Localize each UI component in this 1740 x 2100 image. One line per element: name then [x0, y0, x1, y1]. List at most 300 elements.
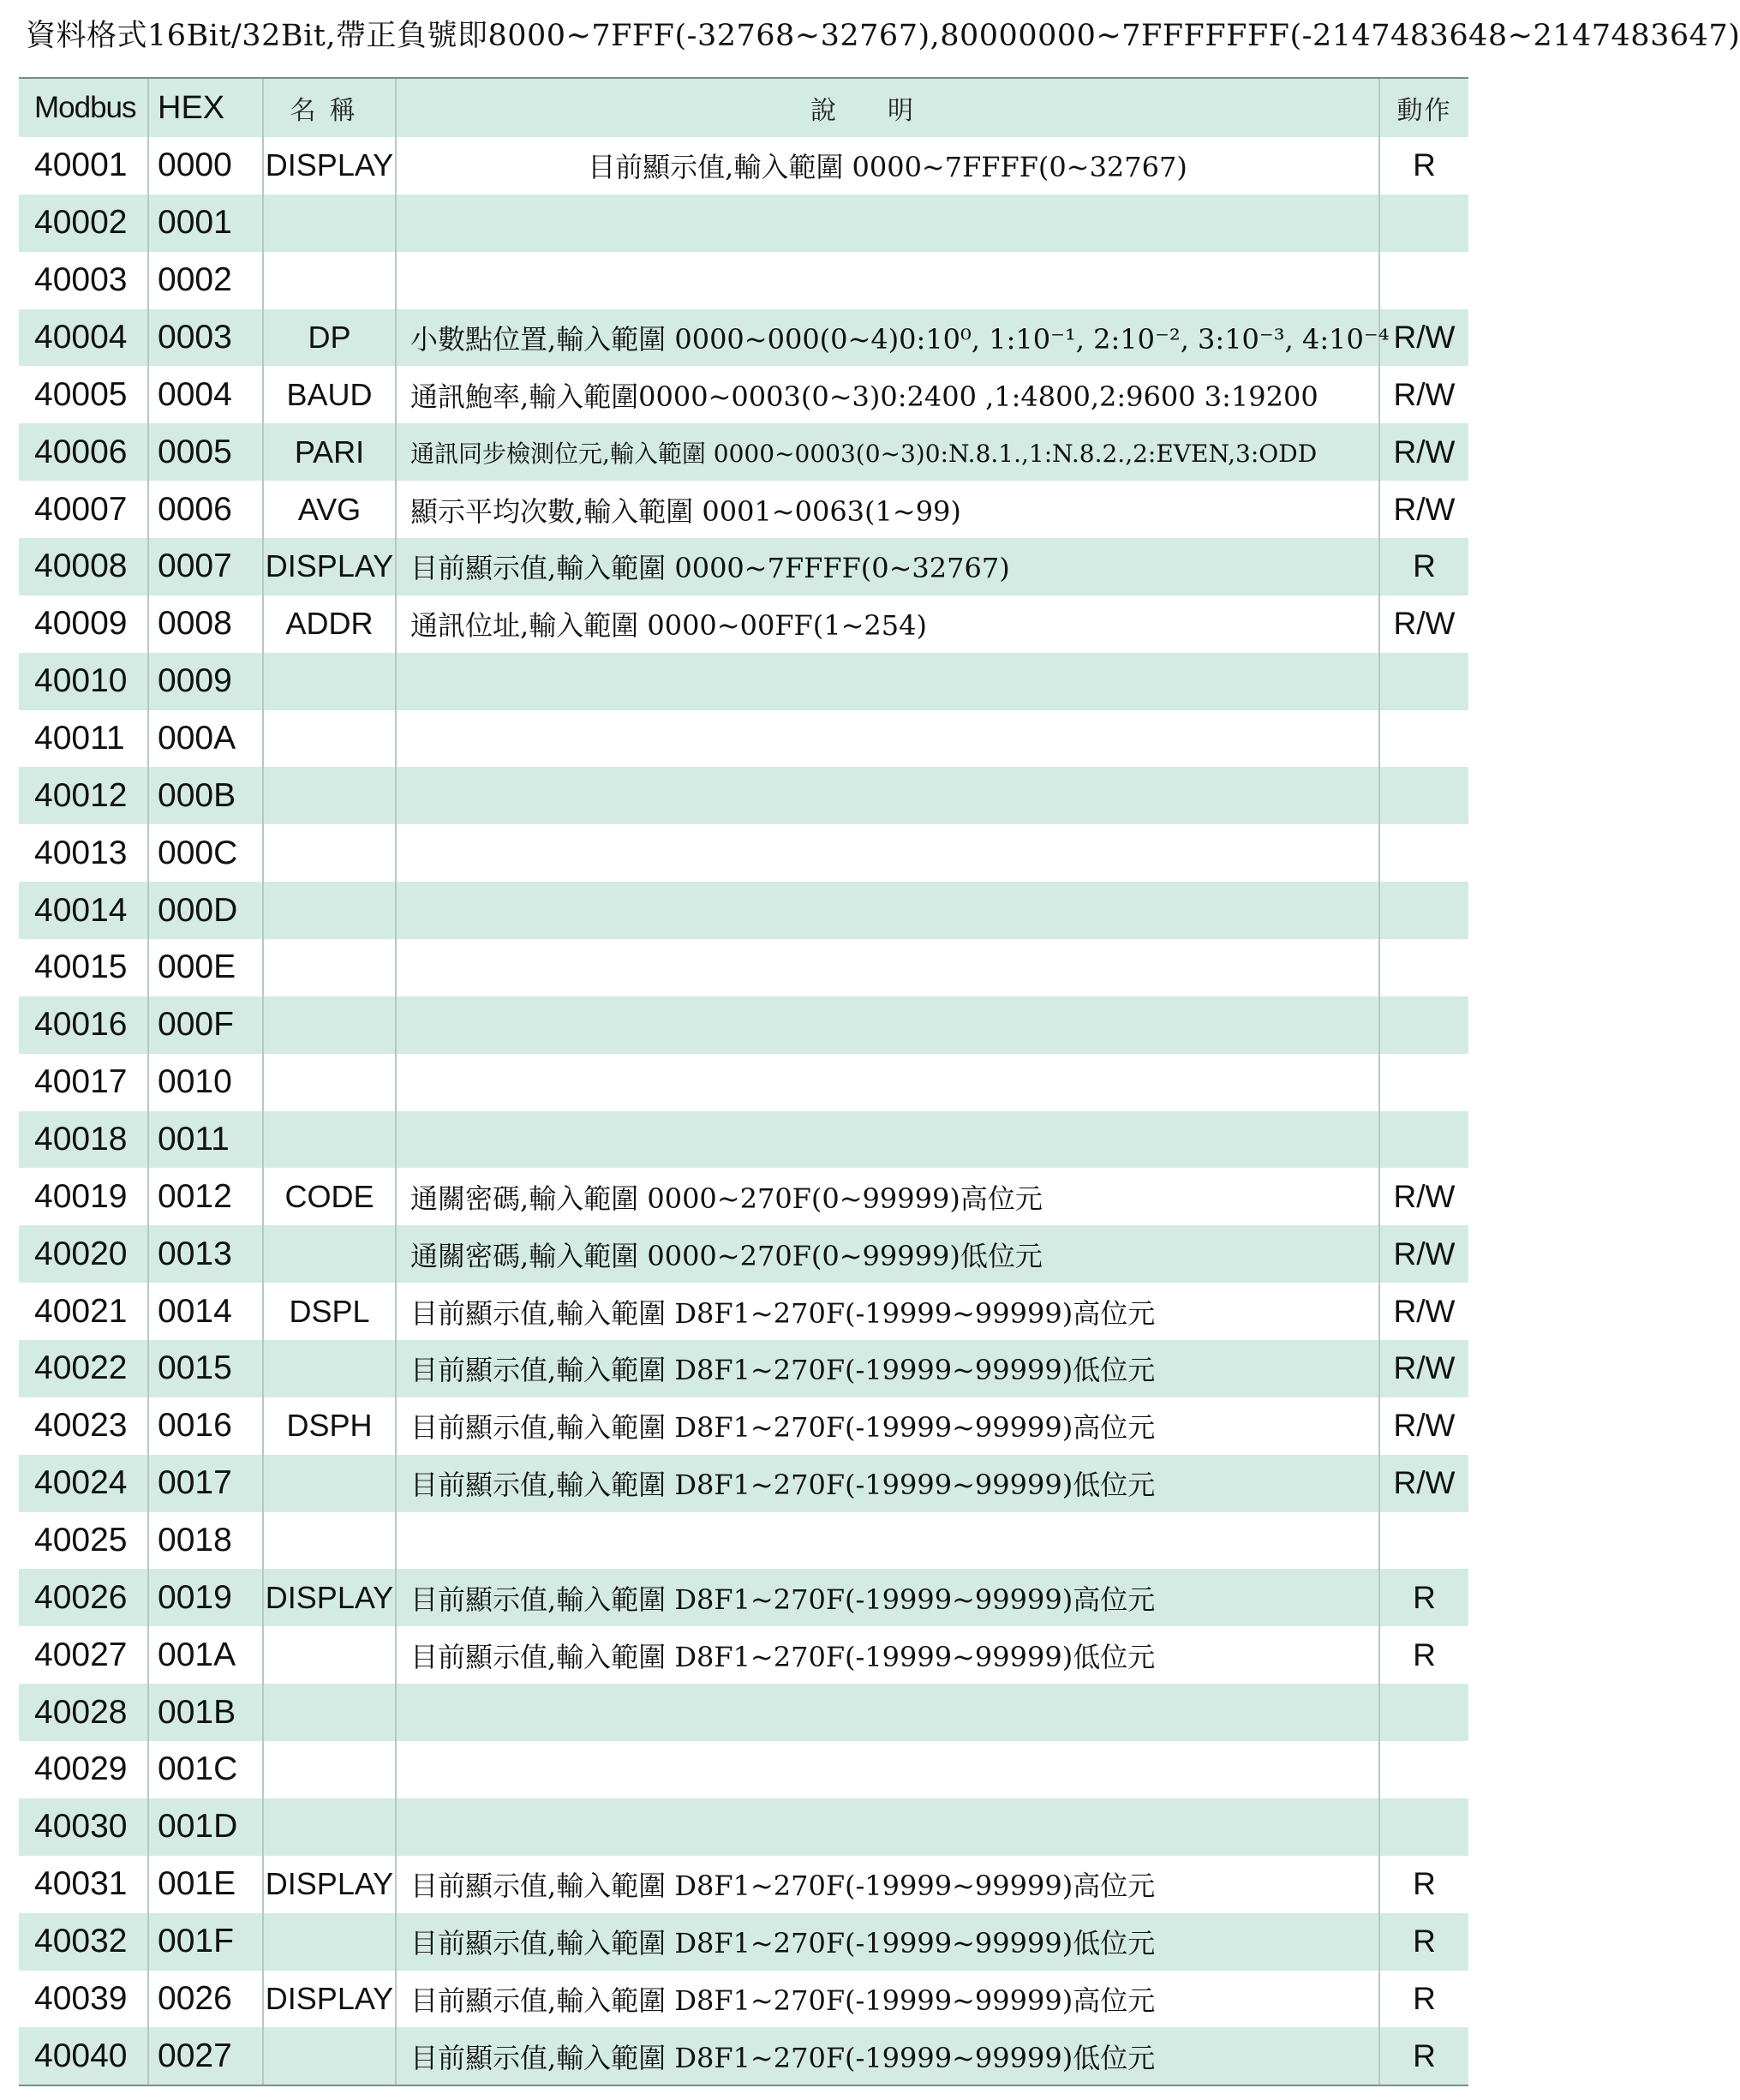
hex-address: 0027 — [158, 2037, 232, 2074]
register-action-cell — [1380, 882, 1468, 939]
modbus-address-cell — [19, 2027, 149, 2085]
modbus-address: 40029 — [34, 1750, 128, 1788]
table-row — [19, 1397, 1468, 1455]
register-name: DISPLAY — [265, 1866, 394, 1902]
register-action-cell — [1380, 252, 1468, 309]
register-action-cell — [1380, 1741, 1468, 1798]
modbus-address-cell — [19, 1798, 149, 1856]
register-name: ADDR — [285, 606, 374, 642]
register-description: 目前顯示值,輸入範圍 0000~7FFFF(0~32767) — [588, 151, 1187, 184]
register-name-cell — [264, 1455, 397, 1512]
register-description-cell — [397, 824, 1380, 882]
modbus-address-cell — [19, 1569, 149, 1626]
register-name: BAUD — [286, 376, 373, 412]
register-description-cell — [397, 1168, 1380, 1225]
register-description: 目前顯示值,輸入範圍 D8F1~270F(-19999~99999)高位元 — [410, 1582, 1156, 1616]
register-description-cell — [397, 423, 1380, 481]
hex-address-cell — [149, 481, 264, 538]
header-action-label: 動作 — [1396, 96, 1452, 126]
modbus-address-cell — [19, 137, 149, 194]
table-row — [19, 595, 1468, 653]
register-action: R/W — [1393, 320, 1456, 355]
modbus-address: 40022 — [34, 1349, 128, 1387]
register-action-cell — [1380, 1340, 1468, 1397]
register-name-cell — [264, 1225, 397, 1283]
register-action: R — [1413, 548, 1436, 584]
register-action-cell — [1380, 423, 1468, 481]
hex-address-cell — [149, 939, 264, 996]
hex-address: 000B — [158, 776, 236, 814]
modbus-address-cell — [19, 1741, 149, 1798]
register-action-cell — [1380, 595, 1468, 653]
register-description-cell — [397, 939, 1380, 996]
register-name-cell — [264, 1054, 397, 1111]
register-action-cell — [1380, 481, 1468, 538]
table-row — [19, 1340, 1468, 1397]
hex-address: 000A — [158, 720, 236, 757]
register-description-cell — [397, 653, 1380, 710]
modbus-address: 40013 — [34, 834, 128, 871]
modbus-address-cell — [19, 1626, 149, 1684]
register-action-cell — [1380, 1684, 1468, 1741]
modbus-address: 40017 — [34, 1063, 128, 1101]
column-header-modbus — [19, 79, 149, 137]
register-description-cell — [397, 1684, 1380, 1741]
table-row — [19, 309, 1468, 367]
register-action-cell — [1380, 767, 1468, 824]
modbus-address-cell — [19, 423, 149, 481]
register-name-cell — [264, 882, 397, 939]
table-body — [19, 137, 1468, 2085]
column-header-action — [1380, 79, 1468, 137]
hex-address: 001A — [158, 1636, 236, 1673]
register-action: R — [1413, 147, 1436, 183]
hex-address: 000D — [158, 891, 238, 929]
table-row — [19, 767, 1468, 824]
register-name-cell — [264, 939, 397, 996]
register-action-cell — [1380, 939, 1468, 996]
table-row — [19, 996, 1468, 1054]
hex-address: 0000 — [158, 147, 232, 184]
register-description-cell — [397, 1626, 1380, 1684]
hex-address-cell — [149, 1054, 264, 1111]
hex-address-cell — [149, 1397, 264, 1455]
header-modbus-label: Modbus — [34, 91, 136, 124]
modbus-address-cell — [19, 481, 149, 538]
register-description: 通訊鮑率,輸入範圍0000~0003(0~3)0:2400 ,1:4800,2:9600 3:19200 — [410, 380, 1318, 413]
hex-address-cell — [149, 1512, 264, 1570]
modbus-address: 40003 — [34, 261, 128, 299]
register-description-cell — [397, 2027, 1380, 2085]
hex-address: 0011 — [158, 1121, 230, 1158]
register-name-cell — [264, 1741, 397, 1798]
table-row — [19, 1054, 1468, 1111]
register-action-cell — [1380, 1569, 1468, 1626]
register-description: 目前顯示值,輸入範圍 D8F1~270F(-19999~99999)低位元 — [410, 1927, 1156, 1960]
table-row — [19, 1225, 1468, 1283]
register-description: 目前顯示值,輸入範圍 D8F1~270F(-19999~99999)低位元 — [410, 1640, 1156, 1673]
register-action: R — [1413, 1579, 1436, 1615]
modbus-address-cell — [19, 824, 149, 882]
hex-address: 0018 — [158, 1522, 232, 1559]
register-action: R/W — [1393, 1235, 1456, 1271]
hex-address-cell — [149, 1971, 264, 2028]
modbus-address-cell — [19, 882, 149, 939]
modbus-address-cell — [19, 1913, 149, 1971]
register-action-cell — [1380, 1283, 1468, 1340]
modbus-address-cell — [19, 1684, 149, 1741]
register-name-cell — [264, 1971, 397, 2028]
hex-address-cell — [149, 996, 264, 1054]
register-name-cell — [264, 595, 397, 653]
modbus-address: 40015 — [34, 948, 128, 986]
register-name: AVG — [297, 491, 362, 527]
hex-address-cell — [149, 2027, 264, 2085]
register-description-cell — [397, 882, 1380, 939]
table-row — [19, 481, 1468, 538]
hex-address-cell — [149, 423, 264, 481]
register-action-cell — [1380, 1512, 1468, 1570]
register-name-cell — [264, 481, 397, 538]
page-caption: 資料格式16Bit/32Bit,帶正負號即8000~7FFF(-32768~32767),80000000~7FFFFFFF(-2147483648~2147483647) — [26, 19, 1740, 53]
register-description: 目前顯示值,輸入範圍 D8F1~270F(-19999~99999)低位元 — [410, 2041, 1156, 2074]
hex-address-cell — [149, 1741, 264, 1798]
hex-address-cell — [149, 767, 264, 824]
register-name-cell — [264, 767, 397, 824]
modbus-address-cell — [19, 767, 149, 824]
register-action: R/W — [1393, 1408, 1456, 1444]
modbus-address-cell — [19, 996, 149, 1054]
hex-address: 0026 — [158, 1979, 232, 2017]
modbus-address: 40009 — [34, 605, 128, 643]
register-description-cell — [397, 1340, 1380, 1397]
register-description: 目前顯示值,輸入範圍 D8F1~270F(-19999~99999)高位元 — [410, 1296, 1156, 1330]
hex-address: 001E — [158, 1865, 236, 1903]
register-action-cell — [1380, 1626, 1468, 1684]
modbus-address: 40040 — [34, 2037, 128, 2074]
register-description-cell — [397, 996, 1380, 1054]
table-row — [19, 1971, 1468, 2028]
modbus-address: 40012 — [34, 776, 128, 814]
register-description: 目前顯示值,輸入範圍 D8F1~270F(-19999~99999)高位元 — [410, 1983, 1156, 2017]
hex-address-cell — [149, 710, 264, 768]
register-name-cell — [264, 366, 397, 423]
table-row — [19, 1684, 1468, 1741]
table-row — [19, 2027, 1468, 2085]
register-action: R — [1413, 1924, 1436, 1959]
table-row — [19, 194, 1468, 252]
register-name-cell — [264, 252, 397, 309]
register-name-cell — [264, 538, 397, 595]
register-action-cell — [1380, 366, 1468, 423]
modbus-address: 40027 — [34, 1636, 128, 1673]
hex-address: 0002 — [158, 261, 232, 299]
modbus-address-cell — [19, 309, 149, 367]
register-action-cell — [1380, 1913, 1468, 1971]
register-description-cell — [397, 1283, 1380, 1340]
table-header-row — [19, 79, 1468, 137]
header-description-label: 說明 — [810, 96, 965, 126]
table-row — [19, 1569, 1468, 1626]
register-name-cell — [264, 1340, 397, 1397]
modbus-address-cell — [19, 595, 149, 653]
hex-address: 001F — [158, 1923, 234, 1960]
register-description: 小數點位置,輸入範圍 0000~000(0~4)0:10⁰, 1:10⁻¹, 2:10⁻², 3:10⁻³, 4:10⁻⁴ — [410, 323, 1390, 356]
register-name: DISPLAY — [265, 147, 394, 183]
modbus-address: 40016 — [34, 1006, 128, 1044]
hex-address-cell — [149, 882, 264, 939]
register-description-cell — [397, 1971, 1380, 2028]
hex-address: 0014 — [158, 1292, 232, 1330]
modbus-address: 40005 — [34, 375, 128, 413]
register-description-cell — [397, 137, 1380, 194]
register-action-cell — [1380, 653, 1468, 710]
register-action: R — [1413, 1636, 1436, 1672]
register-name-cell — [264, 1626, 397, 1684]
hex-address-cell — [149, 824, 264, 882]
hex-address-cell — [149, 194, 264, 252]
register-name: DP — [308, 320, 351, 355]
table-row — [19, 882, 1468, 939]
register-description-cell — [397, 194, 1380, 252]
modbus-address: 40020 — [34, 1235, 128, 1272]
register-name-cell — [264, 1913, 397, 1971]
register-action-cell — [1380, 137, 1468, 194]
column-header-hex — [149, 79, 264, 137]
modbus-address: 40032 — [34, 1923, 128, 1960]
register-name-cell — [264, 1397, 397, 1455]
register-action: R/W — [1393, 1350, 1456, 1386]
modbus-address: 40007 — [34, 490, 128, 528]
register-action: R/W — [1393, 434, 1456, 470]
register-description: 目前顯示值,輸入範圍 0000~7FFFF(0~32767) — [410, 552, 1010, 585]
table-row — [19, 1168, 1468, 1225]
register-description-cell — [397, 1397, 1380, 1455]
register-description-cell — [397, 1569, 1380, 1626]
register-name-cell — [264, 996, 397, 1054]
modbus-address-cell — [19, 1856, 149, 1913]
modbus-address-cell — [19, 194, 149, 252]
modbus-address-cell — [19, 1971, 149, 2028]
modbus-address: 40006 — [34, 433, 128, 470]
hex-address: 000E — [158, 948, 236, 986]
table-row — [19, 824, 1468, 882]
register-action-cell — [1380, 1397, 1468, 1455]
header-hex-label: HEX — [158, 89, 225, 126]
register-name-cell — [264, 1684, 397, 1741]
register-name-cell — [264, 824, 397, 882]
hex-address: 001C — [158, 1750, 238, 1788]
register-name: CODE — [284, 1178, 374, 1214]
table-row — [19, 1626, 1468, 1684]
modbus-address: 40004 — [34, 319, 128, 356]
register-description: 顯示平均次數,輸入範圍 0001~0063(1~99) — [410, 494, 961, 528]
register-description-cell — [397, 481, 1380, 538]
register-action: R/W — [1393, 1465, 1456, 1501]
register-description-cell — [397, 366, 1380, 423]
table-row — [19, 366, 1468, 423]
register-description-cell — [397, 1856, 1380, 1913]
register-action: R/W — [1393, 376, 1456, 412]
register-action-cell — [1380, 194, 1468, 252]
modbus-address-cell — [19, 1455, 149, 1512]
hex-address: 0008 — [158, 605, 232, 643]
hex-address: 0017 — [158, 1464, 232, 1502]
register-description: 目前顯示值,輸入範圍 D8F1~270F(-19999~99999)低位元 — [410, 1469, 1156, 1502]
table-row — [19, 1455, 1468, 1512]
register-action-cell — [1380, 309, 1468, 367]
table-row — [19, 939, 1468, 996]
modbus-address-cell — [19, 710, 149, 768]
modbus-address: 40025 — [34, 1522, 128, 1559]
modbus-address: 40011 — [34, 720, 125, 757]
modbus-address-cell — [19, 1054, 149, 1111]
register-action-cell — [1380, 1225, 1468, 1283]
register-description: 通關密碼,輸入範圍 0000~270F(0~99999)低位元 — [410, 1239, 1043, 1272]
modbus-address: 40021 — [34, 1292, 128, 1330]
register-name: DSPL — [289, 1293, 370, 1329]
table-row — [19, 653, 1468, 710]
register-action: R/W — [1393, 491, 1456, 527]
register-description: 通關密碼,輸入範圍 0000~270F(0~99999)高位元 — [410, 1182, 1043, 1215]
hex-address-cell — [149, 1856, 264, 1913]
modbus-address: 40010 — [34, 662, 128, 700]
register-action-cell — [1380, 1798, 1468, 1856]
register-description-cell — [397, 767, 1380, 824]
modbus-address-cell — [19, 1340, 149, 1397]
hex-address-cell — [149, 595, 264, 653]
table-row — [19, 1283, 1468, 1340]
table-row — [19, 710, 1468, 768]
hex-address: 001D — [158, 1808, 238, 1846]
register-description-cell — [397, 1512, 1380, 1570]
hex-address-cell — [149, 1798, 264, 1856]
register-description-cell — [397, 1913, 1380, 1971]
register-action-cell — [1380, 1455, 1468, 1512]
hex-address: 0019 — [158, 1578, 232, 1616]
hex-address-cell — [149, 1168, 264, 1225]
modbus-address: 40028 — [34, 1693, 128, 1731]
register-description-cell — [397, 1054, 1380, 1111]
register-action: R/W — [1393, 1293, 1456, 1329]
hex-address: 0012 — [158, 1177, 232, 1215]
register-name-cell — [264, 710, 397, 768]
register-description-cell — [397, 595, 1380, 653]
register-description-cell — [397, 309, 1390, 367]
register-action: R — [1413, 1980, 1436, 2016]
table-row — [19, 1913, 1468, 1971]
register-description-cell — [397, 1111, 1380, 1169]
hex-address-cell — [149, 538, 264, 595]
hex-address-cell — [149, 309, 264, 367]
register-description: 目前顯示值,輸入範圍 D8F1~270F(-19999~99999)高位元 — [410, 1411, 1156, 1445]
register-action-cell — [1380, 710, 1468, 768]
register-name: DSPH — [286, 1408, 373, 1444]
hex-address: 0015 — [158, 1349, 232, 1387]
register-name-cell — [264, 423, 397, 481]
modbus-address-cell — [19, 1397, 149, 1455]
hex-address: 0007 — [158, 547, 232, 585]
hex-address: 0016 — [158, 1407, 232, 1445]
modbus-address: 40001 — [34, 147, 128, 184]
register-action: R/W — [1393, 1178, 1456, 1214]
table-row — [19, 252, 1468, 309]
modbus-address: 40030 — [34, 1808, 128, 1846]
register-name: DISPLAY — [265, 548, 394, 584]
register-name-cell — [264, 653, 397, 710]
modbus-address: 40026 — [34, 1578, 128, 1616]
register-description: 通訊同步檢測位元,輸入範圍 0000~0003(0~3)0:N.8.1.,1:N.8.2.,2:EVEN,3:ODD — [410, 439, 1318, 468]
register-name-cell — [264, 1283, 397, 1340]
hex-address-cell — [149, 1225, 264, 1283]
modbus-address: 40024 — [34, 1464, 128, 1502]
register-action-cell — [1380, 1971, 1468, 2028]
register-action-cell — [1380, 1856, 1468, 1913]
register-description-cell — [397, 1225, 1380, 1283]
register-action-cell — [1380, 1054, 1468, 1111]
hex-address-cell — [149, 653, 264, 710]
register-action: R — [1413, 1866, 1436, 1902]
table-row — [19, 1111, 1468, 1169]
modbus-address-cell — [19, 252, 149, 309]
modbus-address-cell — [19, 538, 149, 595]
register-description-cell — [397, 252, 1380, 309]
register-name: DISPLAY — [265, 1980, 394, 2016]
register-name-cell — [264, 309, 397, 367]
hex-address: 0005 — [158, 433, 232, 470]
register-action-cell — [1380, 824, 1468, 882]
table-row — [19, 423, 1468, 481]
table-row — [19, 1512, 1468, 1570]
modbus-address: 40031 — [34, 1865, 128, 1903]
hex-address: 0001 — [158, 204, 232, 242]
modbus-address: 40008 — [34, 547, 128, 585]
modbus-address-cell — [19, 1225, 149, 1283]
hex-address-cell — [149, 1340, 264, 1397]
hex-address: 000F — [158, 1006, 234, 1044]
hex-address-cell — [149, 1283, 264, 1340]
register-action-cell — [1380, 2027, 1468, 2085]
register-name-cell — [264, 1111, 397, 1169]
modbus-address-cell — [19, 1111, 149, 1169]
register-description-cell — [397, 538, 1380, 595]
column-header-description — [397, 79, 1380, 137]
modbus-address-cell — [19, 653, 149, 710]
hex-address: 0013 — [158, 1235, 232, 1272]
register-name-cell — [264, 1512, 397, 1570]
register-action-cell — [1380, 1111, 1468, 1169]
register-description: 目前顯示值,輸入範圍 D8F1~270F(-19999~99999)低位元 — [410, 1354, 1156, 1387]
register-description: 通訊位址,輸入範圍 0000~00FF(1~254) — [410, 609, 927, 643]
register-description-cell — [397, 710, 1380, 768]
hex-address: 0009 — [158, 662, 232, 700]
register-name-cell — [264, 2027, 397, 2085]
hex-address-cell — [149, 1569, 264, 1626]
register-name: DISPLAY — [265, 1579, 394, 1615]
modbus-address-cell — [19, 1283, 149, 1340]
register-action-cell — [1380, 1168, 1468, 1225]
modbus-address: 40019 — [34, 1177, 128, 1215]
register-name-cell — [264, 194, 397, 252]
register-name-cell — [264, 1856, 397, 1913]
register-description-cell — [397, 1455, 1380, 1512]
register-name-cell — [264, 137, 397, 194]
modbus-address-cell — [19, 1168, 149, 1225]
modbus-address: 40014 — [34, 891, 128, 929]
register-description-cell — [397, 1798, 1380, 1856]
register-name-cell — [264, 1569, 397, 1626]
modbus-address-cell — [19, 1512, 149, 1570]
